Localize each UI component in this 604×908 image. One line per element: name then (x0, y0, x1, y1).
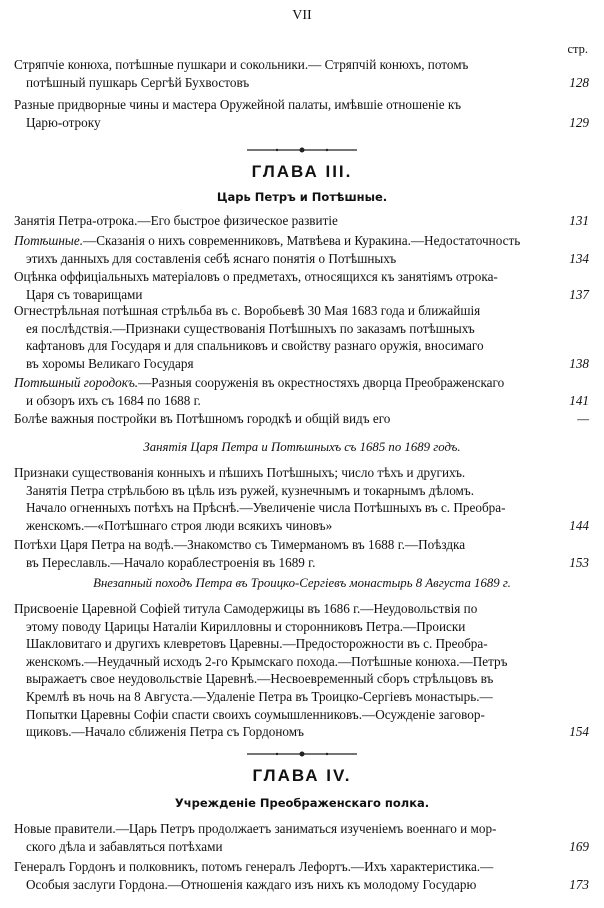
page-number: 129 (569, 114, 589, 130)
toc-entry: Потѣшные.—Сказанія о нихъ современниковъ, Матвѣева и Куракина.—Недостаточность этихъ данныхъ для составленія себѣ яснаго понятія о Потѣшныхъ 134 (14, 233, 589, 266)
toc-entry: Занятія Петра-отрока.—Его быстрое физическое развитіе 131 (14, 213, 589, 228)
toc-entry: Признаки существованія конныхъ и пѣшихъ Потѣшныхъ; число тѣхъ и другихъ. Занятія Петра стрѣльбою въ цѣль изъ ружей, кузнечнымъ и токарнымъ дѣломъ. Начало огненныхъ потѣхъ на Прѣснѣ.—Увеличеніе числа Потѣшныхъ въ с. Преобра- женскомъ.—«Потѣшнаго строя люди всякихъ чиновъ» 144 (14, 465, 589, 533)
page-column-label: стр. (567, 42, 588, 56)
toc-entry: Огнестрѣльная потѣшная стрѣльба въ с. Воробьевѣ 30 Мая 1683 года и ближайшія ея послѣдствія.—Признаки существованія Потѣшныхъ по заказамъ потѣшныхъ кафтановъ для Государя и для спальниковъ и свойству разнаго оружія, вносимаго въ хоромы Великаго Государя 138 (14, 303, 589, 371)
page-number: 131 (569, 213, 589, 228)
page-number: 141 (569, 392, 589, 408)
section-title: Внезапный походъ Петра въ Троицко-Сергіевъ монастырь 8 Августа 1689 г. (93, 576, 511, 590)
toc-entry: Генералъ Гордонъ и полковникъ, потомъ генералъ Лефортъ.—Ихъ характеристика.— Особыя заслуги Гордона.—Отношенія каждаго изъ нихъ къ молодому Государю 173 (14, 859, 589, 892)
toc-entry: Стряпчіе конюха, потѣшные пушкари и сокольники.— Стряпчій конюхъ, потомъ потѣшный пушкарь Сергѣй Бухвостовъ 128 (14, 57, 589, 90)
page-number: 144 (569, 517, 589, 533)
toc-entry: Оцѣнка оффиціальныхъ матеріаловъ о предметахъ, относящихся къ занятіямъ отрока- Царя съ товарищами 137 (14, 269, 589, 302)
toc-entry: Потѣхи Царя Петра на водѣ.—Знакомство съ Тимерманомъ въ 1688 г.—Поѣздка въ Переславль.—Начало кораблестроенія въ 1689 г. 153 (14, 537, 589, 570)
page-number: 173 (569, 876, 589, 892)
toc-entry: Потѣшный городокъ.—Разныя сооруженія въ окрестностяхъ дворца Преображенскаго и обзоръ ихъ съ 1684 по 1688 г. 141 (14, 375, 589, 408)
toc-entry: Разные придворные чины и мастера Оружейной палаты, имѣвшіе отношеніе къ Царю-отроку 129 (14, 97, 589, 130)
page-roman-numeral: VII (292, 8, 312, 23)
chapter-subtitle: Царь Петръ и Потѣшные. (216, 190, 388, 204)
chapter-heading: ГЛАВА IV. (252, 766, 352, 785)
page-number: 153 (569, 554, 589, 570)
toc-entry: Присвоеніе Царевной Софіей титула Самодержицы въ 1686 г.—Неудовольствія по этому поводу Царицы Наталіи Кирилловны и сторонниковъ Петра.—Происки Шакловитаго и другихъ клевретовъ Царевны.—Предосторожности въ с. Преобра- женскомъ.—Неудачный исходъ 2-го Крымскаго похода.—Потѣшные конюха.—Петръ выражаетъ свое неудовольствіе Царевнѣ.—Несвоевременный сборъ стрѣльцовъ въ Кремлѣ въ ночь на 8 Августа.—Удаленіе Петра въ Троицко-Сергіевъ монастырь.— Попытки Царевны Софіи спасти своихъ соумышленниковъ.—Осужденіе заговор- щиковъ.—Начало сближенія Петра съ Гордономъ 154 (14, 601, 589, 740)
chapter-heading: ГЛАВА III. (251, 162, 353, 181)
page-number: 137 (569, 286, 589, 302)
toc-entry: Болѣе важныя постройки въ Потѣшномъ городкѣ и общій видъ его — (14, 411, 589, 426)
toc-entry: Новые правители.—Царь Петръ продолжаетъ заниматься изученіемъ военнаго и мор- ского дѣла и забавляться потѣхами 169 (14, 821, 589, 854)
page-number: 128 (569, 74, 589, 90)
page-number: — (577, 411, 589, 426)
page-number: 138 (569, 355, 589, 371)
page-number: 154 (569, 724, 589, 740)
ornament-divider (0, 146, 604, 154)
chapter-subtitle: Учрежденіе Преображенскаго полка. (174, 796, 430, 810)
ornament-divider (0, 750, 604, 758)
page-number: 134 (569, 250, 589, 266)
section-title: Занятія Царя Петра и Потѣшныхъ съ 1685 по 1689 годъ. (143, 440, 461, 454)
page-number: 169 (569, 838, 589, 854)
